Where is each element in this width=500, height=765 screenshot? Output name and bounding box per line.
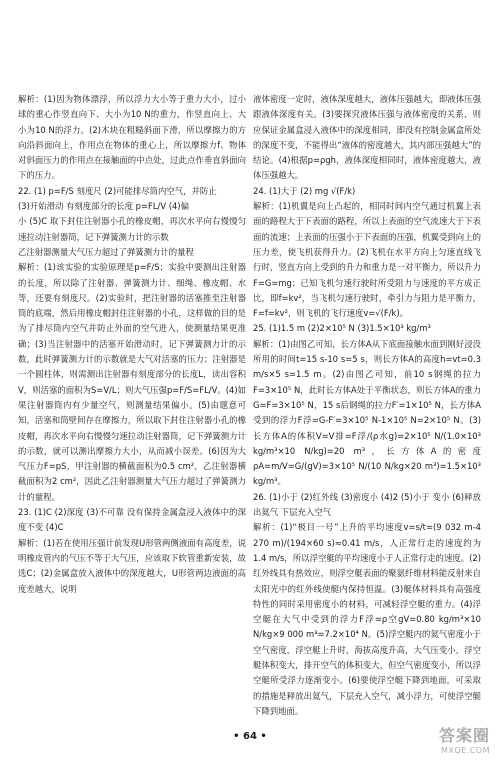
solution-paragraph: 解析：(1)由图乙可知，长方体A从下底面接触水面到刚好浸没所用的时间t=15 s-10 s=5 s，则长方体A的高度h=vt=0.3 m/s×5 s=1.5 m。(2)由图乙可知，前10 s钢绳的拉力F=3×10⁵ N，此时长方体A处于平衡状态，则长方体A的重力G=F=3×10⁵ N，15 s后钢绳的拉力F′=1×10⁵ N，长方体A受到的浮力F浮=G-F′=3×10⁵ N-1×10⁵ N=2×10⁵ N。(3)长方体A的体积V=V排=F浮/(ρ水g)=2×10⁵ N/(1.0×10³ kg/m³×10 N/kg)=20 m³，长方体A的密度ρA=m/V=G/(gV)=3×10⁵ N/(10 N/kg×20 m³)=1.5×10³ kg/m³。 bbox=[253, 338, 481, 487]
watermark-logo-text: 答案圈 bbox=[438, 726, 490, 745]
page-number: • 64 • bbox=[233, 731, 267, 742]
site-watermark bbox=[418, 723, 490, 755]
solution-paragraph: 解析：(1)因为物体漂浮，所以浮力大小等于重力大小，过小球的重心作竖直向下、大小为10 N的重力，作竖直向上、大小为10 N的浮力。(2)木块在粗糙斜面下滑，所以摩擦力的方向沿斜面向上，作用点在物体的重心上，所以摩擦力f、物体对斜面压力的作用点在接触面的中点处，过此点作垂直斜面向下的压力。 bbox=[18, 94, 246, 181]
question-23-answer: 23. (1)C (2)深度 (3)不可靠 没有保持金属盒浸入液体中的深度不变 (4)C bbox=[18, 507, 246, 533]
solution-paragraph: 解析：(1)若在使用压强计前发现U形管两侧液面有高度差，说明橡皮管内的气压不等于大气压，应该取下软管重新安装，故选C；(2)金属盒放入液体中的深度越大，U形管两边液面的高度差越大，说明 bbox=[18, 537, 246, 594]
right-column bbox=[253, 92, 481, 719]
left-column bbox=[18, 92, 246, 597]
question-22-line-1: 22. (1) p=F/S 刻度尺 (2)可能排尽筒内空气，并防止 bbox=[18, 185, 217, 196]
question-26-answer: 26. (1)小于 (2)红外线 (3)密度小 (4)2 (5)小于 变小 (6)释放出氦气 下层充入空气 bbox=[253, 491, 481, 518]
solution-paragraph: 解析：(1)该实验的实验原理是p=F/S；实验中要测出注射器的长度，所以除了注射器、弹簧测力计、细绳、橡皮帽、水等，还要有刻度尺。(2)实验时，把注射器的活塞推至注射器筒的底端，然后用橡皮帽封住注射器的小孔，这样做的目的是为了排尽筒内空气并防止外面的空气进入，使测量结果更准确；(3)当注射器中的活塞开始滑动时，记下弹簧测力计的示数，此时弹簧测力计的示数就是大气对活塞的压力；注射器是一个圆柱体，则需测出注射器有刻度部分的长度L，读出容积V，则活塞的面积为S=V/L；则大气压强p=F/S=FL/V。(4)如果注射器筒内有少量空气，则测量结果偏小。(5)由题意可知，活塞和筒壁间存在摩擦力，所以取下封住注射器小孔的橡皮帽，再次水平向右慢慢匀速拉动注射器筒，记下弹簧测力计的示数，就可以测出摩擦力大小，从而减小误差。(6)因为大气压力F=pS，甲注射器的横截面积为0.5 cm²，乙注射器横截面积为2 cm²，因此乙注射器测量大气压力超过了弹簧测力计的量程。 bbox=[18, 262, 246, 502]
solution-paragraph: 解析：(1)“极目一号”上升的平均速度v=s/t=(9 032 m-4 270 m)/(194×60 s)≈0.41 m/s，人正常行走的速度约为1.4 m/s，所以浮空艇的平均速度小于人正常行走的速度。(2)红外线具有热效应，则浮空艇表面的聚氨纤维材料能反射来自太阳光中的红外线使艇内保持恒温。(3)艇体材料具有高强度特性的同时采用密度小的材料，可减轻浮空艇的重力。(4)浮空艇在大气中受到的浮力F浮=ρ空gV=0.80 kg/m³×10 N/kg×9 000 m³=7.2×10⁴ N。(5)浮空艇内的氦气密度小于空气密度，浮空艇上升时，海拔高度升高，大气压变小，浮空艇体积变大，排开空气的体积变大，但空气密度变小，所以浮空艇所受浮力逐渐变小。(6)要使浮空艇下降到地面，可采取的措施是释放出氦气，下层充入空气，减小浮力，可使浮空艇下降到地面。 bbox=[253, 522, 481, 716]
question-24-answer: 24. (1)大于 (2) mg √(F/k) bbox=[253, 185, 356, 196]
question-22-line-4: 乙注射器测量大气压力超过了弹簧测力计的量程 bbox=[18, 246, 194, 257]
solution-paragraph: 液体密度一定时，液体深度越大，液体压强越大，即液体压强跟液体深度有关。(3)要探究液体压强与液体密度的关系，则应保证金属盒浸入液体中的深度相同，即没有控制金属盒所处的深度不变，不能得出“液体的密度越大，其内部压强越大”的结论。(4)根据p=ρgh，液体深度相同时，液体密度越大，液体压强越大。 bbox=[253, 94, 481, 181]
question-22-line-2: (3)开始滑动 有刻度部分的长度 p=FL/V (4)偏 bbox=[18, 201, 189, 212]
watermark-url: MXQE.COM bbox=[440, 746, 490, 755]
question-22-line-3: 小 (5)C 取下封住注射器小孔的橡皮帽，再次水平向右慢慢匀速拉动注射器筒，记下弹簧测力计的示数 bbox=[18, 216, 246, 242]
solution-paragraph: 解析：(1)机翼是向上凸起的，相同时间内空气通过机翼上表面的路程大于下表面的路程，所以上表面的空气流速大于下表面的流速；上表面的压强小于下表面的压强，机翼受到向上的压力差，使飞机获得升力。(2)飞机在水平方向上匀速直线飞行时，竖直方向上受到的升力和重力是一对平衡力，所以升力F=G=mg；已知飞机匀速行驶时所受阻力与速度的平方成正比，即f=kv²，当飞机匀速行驶时，牵引力与阻力是平衡力，F=f=kv²，则飞机的飞行速度v=√(F/k)。 bbox=[253, 201, 481, 319]
question-25-answer: 25. (1)1.5 m (2)2×10⁵ N (3)1.5×10³ kg/m³ bbox=[253, 323, 431, 334]
